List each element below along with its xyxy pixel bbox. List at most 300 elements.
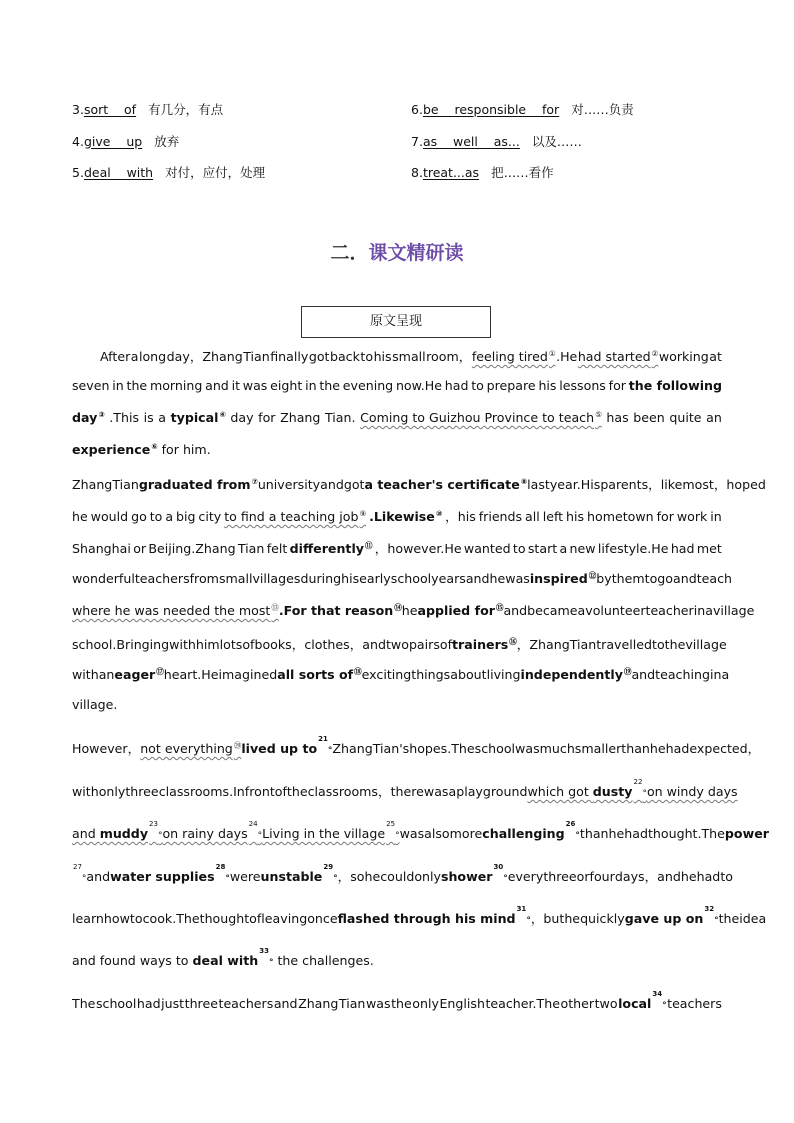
annotation-marker: ③ xyxy=(98,410,105,419)
passage-line xyxy=(72,634,727,653)
passage-line xyxy=(72,378,722,393)
annotation-circle: ° xyxy=(503,874,508,884)
annotation-marker: ⑦ xyxy=(251,477,258,486)
section-title xyxy=(0,238,794,265)
passage-word: all xyxy=(525,509,540,524)
passage-word: cook.The xyxy=(142,911,200,926)
passage-word: other xyxy=(560,996,595,1011)
passage-word: morning xyxy=(149,378,203,393)
passage-word: go xyxy=(131,509,147,524)
passage-word: a xyxy=(158,410,167,425)
passage-word: could xyxy=(380,869,415,884)
key-phrase: water supplies$^{28}$° xyxy=(110,863,230,884)
underlined-phrase: feeling tired① xyxy=(471,349,556,364)
annotation-number: 22 xyxy=(633,778,643,786)
passage-word: day xyxy=(230,410,254,425)
passage-word: was xyxy=(399,826,425,841)
key-phrase: a teacher's certificate⑧ xyxy=(364,477,528,492)
passage-word: in xyxy=(305,378,317,393)
passage-word: lifestyle.He xyxy=(597,541,669,556)
passage-word: idea xyxy=(739,911,767,926)
passage-word: new xyxy=(569,541,596,556)
key-phrase: challenging$^{26}$° xyxy=(482,820,580,841)
passage-word: and xyxy=(673,571,697,586)
passage-word: now.He xyxy=(395,378,442,393)
passage-word: had xyxy=(665,741,690,756)
passage-word: Tian xyxy=(112,477,139,492)
key-phrase: .Likewise⑩ xyxy=(369,509,443,524)
passage-word: .This xyxy=(109,410,140,425)
key-phrase: .For that reason⑭ xyxy=(278,603,402,618)
passage-word: met xyxy=(696,541,722,556)
annotation-marker: ⑪ xyxy=(364,541,373,550)
passage-word: prepare xyxy=(486,378,536,393)
passage-word: books，clothes，and xyxy=(254,637,386,652)
passage-word: has xyxy=(606,410,629,425)
key-phrase: trainers⑯ xyxy=(452,637,517,652)
passage-word: day，Zhang xyxy=(166,349,243,364)
passage-word: Zhang xyxy=(280,410,321,425)
passage-line xyxy=(72,506,722,525)
passage-word: during xyxy=(300,571,342,586)
passage-word: his xyxy=(538,378,557,393)
passage-word: The xyxy=(72,996,96,1011)
passage-word: been xyxy=(633,410,665,425)
passage-word: and xyxy=(631,667,656,682)
passage-word: his xyxy=(341,571,360,586)
key-phrase: unstable$^{29}$° xyxy=(260,863,338,884)
passage-word: an xyxy=(98,667,115,682)
passage-word: Zhang xyxy=(298,996,339,1011)
underlined-phrase: where he was needed the most⑬ xyxy=(72,603,279,618)
section-title-text: 课文精研读 xyxy=(368,242,464,264)
passage-word: playground xyxy=(456,784,528,799)
passage-word: he xyxy=(564,911,581,926)
passage-word: finally xyxy=(270,349,309,364)
passage-word: found xyxy=(99,953,136,968)
passage-word: start xyxy=(527,541,558,556)
annotation-circle: ° xyxy=(157,831,163,841)
passage-word: the xyxy=(718,911,740,926)
passage-word: ，his xyxy=(445,509,476,524)
passage-word: to xyxy=(471,378,484,393)
passage-word: he xyxy=(72,509,88,524)
passage-word: Tian xyxy=(569,637,597,652)
passage-word: the xyxy=(664,637,686,652)
passage-line xyxy=(72,442,722,457)
passage-word: village xyxy=(712,603,755,618)
phrase-english: treat...as xyxy=(422,165,480,180)
passage-word: he xyxy=(364,869,381,884)
passage-word: evening xyxy=(342,378,394,393)
passage-word: teachers xyxy=(134,571,190,586)
annotation-marker: ⑮ xyxy=(495,603,504,612)
passage-word: had xyxy=(136,996,161,1011)
passage-line xyxy=(72,697,722,712)
annotation-marker: ⑤ xyxy=(595,410,602,419)
phrase-number: 3. xyxy=(72,102,84,117)
annotation-circle: ° xyxy=(395,831,400,841)
passage-word: pairs xyxy=(408,637,440,652)
passage-line xyxy=(72,820,769,841)
phrase-item xyxy=(72,163,265,181)
passage-word: friends xyxy=(478,509,523,524)
passage-word: teaching xyxy=(655,667,710,682)
phrase-row xyxy=(72,100,722,132)
annotation-number: 23 xyxy=(149,820,158,828)
passage-word: school xyxy=(390,571,432,586)
annotation-marker: ② xyxy=(651,349,659,358)
underlined-phrase: on windy days xyxy=(646,784,738,799)
annotation-number: 28 xyxy=(215,863,226,871)
phrase-chinese: 对付，应付，处理 xyxy=(165,165,266,180)
passage-word: small xyxy=(392,349,426,364)
passage-word: learn xyxy=(72,911,104,926)
phrase-number: 6. xyxy=(411,102,423,117)
passage-word: Zhang xyxy=(332,741,373,756)
passage-word: school xyxy=(474,741,516,756)
phrase-row xyxy=(72,132,722,164)
passage-word: hometown xyxy=(587,509,654,524)
passage-word: became xyxy=(527,603,578,618)
annotation-circle: ° xyxy=(81,874,87,884)
passage-line xyxy=(72,947,722,968)
phrase-chinese: 以及…… xyxy=(531,133,582,149)
passage-word: exciting xyxy=(361,667,412,682)
passage-word: three xyxy=(125,784,159,799)
passage-word: leaving xyxy=(261,911,308,926)
passage-word: three xyxy=(184,996,218,1011)
passage-word: to xyxy=(720,869,733,884)
passage-word: of xyxy=(249,911,262,926)
passage-word: were xyxy=(229,869,261,884)
passage-word: Tian xyxy=(338,996,366,1011)
passage-word: last xyxy=(527,477,550,492)
annotation-number: 24 xyxy=(248,820,258,828)
passage-word: to xyxy=(129,911,143,926)
passage-word: villages xyxy=(252,571,301,586)
passage-word: ，but xyxy=(530,911,565,926)
phrase-list xyxy=(72,100,722,195)
passage-word: to xyxy=(360,349,374,364)
passage-word: or xyxy=(133,541,147,556)
passage-word: lots xyxy=(219,637,243,652)
passage-word: was xyxy=(423,784,449,799)
annotation-marker: ⑧ xyxy=(520,477,528,486)
annotation-circle: ° xyxy=(225,874,230,884)
passage-word: thought xyxy=(199,911,250,926)
underlined-phrase: had started② xyxy=(577,349,659,364)
passage-word: a xyxy=(721,667,730,682)
passage-word: a xyxy=(559,541,568,556)
passage-word: with xyxy=(169,637,196,652)
phrase-item xyxy=(72,100,223,118)
passage-word: had xyxy=(696,869,721,884)
phrase-chinese: 放弃 xyxy=(154,133,180,149)
passage-word: ，Zhang xyxy=(516,637,570,652)
passage-word: he xyxy=(680,869,697,884)
passage-word: two xyxy=(594,996,618,1011)
passage-word: he xyxy=(608,826,625,841)
annotation-number: 33 xyxy=(259,947,269,955)
passage-word: Zhang xyxy=(72,477,113,492)
passage-word: quickly xyxy=(580,911,625,926)
passage-word: for xyxy=(656,509,674,524)
phrase-english: as well as... xyxy=(422,133,520,149)
passage-word: parents，like xyxy=(600,477,683,492)
key-phrase: typical④ xyxy=(170,410,226,425)
annotation-marker: ⑥ xyxy=(151,442,158,451)
passage-word: school xyxy=(95,996,137,1011)
passage-word: with xyxy=(72,667,99,682)
passage-word: small xyxy=(218,571,253,586)
key-phrase: shower$^{30}$° xyxy=(440,863,508,884)
annotation-circle: ° xyxy=(662,1001,667,1011)
passage-word: things xyxy=(411,667,451,682)
passage-word: than xyxy=(579,826,609,841)
passage-word: his xyxy=(373,349,392,364)
passage-word: seven xyxy=(72,378,110,393)
passage-word: and xyxy=(86,869,111,884)
passage-word: village xyxy=(685,637,727,652)
passage-word: in xyxy=(710,509,722,524)
passage-word: the xyxy=(319,378,340,393)
passage-word: two xyxy=(385,637,409,652)
passage-line xyxy=(72,863,733,885)
passage-word: days，and xyxy=(614,869,681,884)
passage-line xyxy=(100,346,722,365)
passage-word: he xyxy=(489,571,506,586)
key-phrase: inspired⑫ xyxy=(529,571,597,586)
passage-word: of xyxy=(439,637,453,652)
key-phrase: day③ xyxy=(72,410,105,425)
passage-line xyxy=(72,905,767,927)
annotation-marker: ① xyxy=(548,349,556,358)
passage-word: classrooms.In xyxy=(158,784,245,799)
passage-word: was xyxy=(515,741,540,756)
annotation-marker: ⑨ xyxy=(359,509,367,518)
phrase-english: sort of xyxy=(83,102,137,117)
annotation-marker: ⑳ xyxy=(233,741,242,750)
passage-word: only xyxy=(414,869,441,884)
passage-word: school.Bringing xyxy=(72,637,170,652)
annotation-circle: ° xyxy=(268,958,274,968)
phrase-item xyxy=(411,163,554,181)
passage-word: working xyxy=(658,349,709,364)
passage-word: front xyxy=(244,784,275,799)
passage-word: and xyxy=(72,953,96,968)
passage-word: was xyxy=(242,378,268,393)
underlined-phrase: not everything⑳ xyxy=(140,741,242,756)
annotation-circle: ° xyxy=(327,746,333,756)
annotation-number: 21 xyxy=(318,735,328,743)
passage-word: was xyxy=(365,996,391,1011)
phrase-english: give up xyxy=(83,133,143,149)
passage-word: Shanghai xyxy=(72,541,131,556)
passage-word: and xyxy=(465,571,490,586)
passage-word: wanted xyxy=(463,541,511,556)
passage-word: smaller xyxy=(574,741,622,756)
phrase-number: 5. xyxy=(72,165,84,180)
passage-line xyxy=(72,602,755,618)
passage-word: of xyxy=(242,637,255,652)
passage-word: only xyxy=(98,784,126,799)
key-phrase: deal with$^{33}$° xyxy=(192,947,274,968)
passage-word: got xyxy=(308,349,330,364)
passage-word: to xyxy=(644,571,658,586)
passage-word: year.His xyxy=(549,477,601,492)
phrase-number: 8. xyxy=(411,165,423,180)
passage-word: to xyxy=(175,953,189,968)
passage-word: teacher.The xyxy=(485,996,560,1011)
original-text-label-box: 原文呈现 xyxy=(301,306,491,338)
key-phrase: gave up $on^{32}^\circ$ xyxy=(624,905,719,926)
passage-word: travelled xyxy=(596,637,652,652)
passage-word: eight xyxy=(270,378,303,393)
passage-word: Beijing.Zhang xyxy=(148,541,236,556)
passage-word: his xyxy=(566,509,585,524)
phrase-english: be responsible for xyxy=(422,102,560,117)
passage-word: also xyxy=(424,826,450,841)
annotation-number: 29 xyxy=(323,863,334,871)
passage-word: the xyxy=(286,784,308,799)
passage-word: left xyxy=(542,509,564,524)
annotation-circle: ° xyxy=(642,789,647,799)
passage-word: and xyxy=(320,477,344,492)
passage-line xyxy=(72,570,733,586)
annotation-marker: ⑲ xyxy=(623,667,632,676)
passage-word: in xyxy=(709,667,722,682)
annotation-number: 27 xyxy=(73,863,82,871)
passage-word: much xyxy=(539,741,575,756)
passage-word: imagined xyxy=(218,667,278,682)
annotation-marker: ⑭ xyxy=(394,603,402,612)
annotation-marker: ⑩ xyxy=(435,509,443,518)
passage-word: work xyxy=(676,509,708,524)
passage-word: of xyxy=(274,784,287,799)
annotation-number: 25 xyxy=(386,820,396,828)
passage-word: he xyxy=(649,741,666,756)
passage-word: heart.He xyxy=(163,667,219,682)
passage-word: to xyxy=(652,637,665,652)
passage-word: a xyxy=(577,603,586,618)
passage-line xyxy=(72,666,730,682)
passage-word: him xyxy=(195,637,220,652)
annotation-circle: ° xyxy=(257,831,263,841)
passage-word: teachers xyxy=(667,996,722,1011)
passage-word: them xyxy=(611,571,645,586)
passage-word: go xyxy=(657,571,673,586)
key-phrase: power xyxy=(724,826,769,841)
passage-word: once xyxy=(307,911,338,926)
annotation-circle: ° xyxy=(575,831,580,841)
annotation-marker: ⑬ xyxy=(271,603,279,612)
key-phrase: eager⑰ xyxy=(114,667,164,682)
passage-word: Tian's xyxy=(372,741,410,756)
passage-word: a xyxy=(448,784,457,799)
passage-word: for him. xyxy=(161,442,211,457)
passage-word: and xyxy=(503,603,528,618)
passage-word: However， xyxy=(72,741,141,756)
phrase-number: 7. xyxy=(411,133,423,149)
passage-line xyxy=(72,735,761,757)
passage-word: to xyxy=(512,541,526,556)
passage-word: only xyxy=(412,996,439,1011)
passage-word: had xyxy=(670,541,695,556)
passage-word: four xyxy=(589,869,615,884)
passage-word: expected， xyxy=(689,741,761,756)
annotation-circle: ° xyxy=(714,916,719,926)
annotation-marker: ⑫ xyxy=(588,571,597,580)
passage-word: to xyxy=(149,509,163,524)
passage-word: he xyxy=(401,603,418,618)
section-number: 二． xyxy=(330,242,369,264)
passage-word: or xyxy=(576,869,590,884)
phrase-english: deal with xyxy=(83,165,154,180)
key-phrase: differently⑪ xyxy=(289,541,373,556)
passage-word: a xyxy=(165,509,174,524)
passage-word: from xyxy=(189,571,219,586)
annotation-marker: ⑰ xyxy=(156,667,164,676)
passage-word: lessons xyxy=(559,378,606,393)
passage-word: the xyxy=(126,378,148,393)
passage-word: is xyxy=(143,410,154,425)
passage-word: back xyxy=(329,349,360,364)
phrase-chinese: 对……负责 xyxy=(571,102,634,117)
passage-word: an xyxy=(706,410,722,425)
passage-word: teachers xyxy=(218,996,274,1011)
key-phrase: flashed through his mind$^{31}$° xyxy=(337,905,531,926)
passage-word: After xyxy=(100,349,131,364)
phrase-chinese: 把……看作 xyxy=(491,165,554,180)
passage-word: big xyxy=(175,509,196,524)
annotation-number: 26 xyxy=(565,820,576,828)
annotation-circle: ° xyxy=(333,874,338,884)
passage-word: Tian. xyxy=(325,410,356,425)
passage-word: early xyxy=(359,571,391,586)
passage-word: than xyxy=(621,741,650,756)
underlined-phrase: on rainy days$^{24}$° xyxy=(162,820,263,841)
passage-word: village. xyxy=(72,697,118,712)
annotation-number: 31 xyxy=(516,905,527,913)
passage-word: for xyxy=(608,378,626,393)
passage-word: in xyxy=(112,378,124,393)
passage-word: Tian xyxy=(243,349,270,364)
passage-word: years xyxy=(431,571,466,586)
passage-word: for xyxy=(258,410,276,425)
passage-word: room， xyxy=(426,349,472,364)
passage-word: the xyxy=(391,996,412,1011)
passage-word: in xyxy=(693,603,706,618)
passage-line xyxy=(72,410,722,425)
passage-word: was xyxy=(505,571,530,586)
passage-word: Tian xyxy=(237,541,265,556)
annotation-marker: ④ xyxy=(219,410,226,419)
passage-word: it xyxy=(231,378,241,393)
passage-word: quite xyxy=(669,410,702,425)
passage-word: teacher xyxy=(645,603,694,618)
phrase-row xyxy=(72,163,722,195)
annotation-circle: ° xyxy=(526,916,531,926)
passage-word: at xyxy=(709,349,722,364)
annotation-number: 30 xyxy=(493,863,504,871)
passage-word: had xyxy=(624,826,648,841)
passage-line xyxy=(72,990,722,1011)
passage-word: hopes.The xyxy=(409,741,475,756)
annotation-marker: ⑱ xyxy=(354,667,362,676)
passage-line xyxy=(72,778,738,800)
underlined-phrase: which got dusty$^{22}$° xyxy=(527,778,647,799)
